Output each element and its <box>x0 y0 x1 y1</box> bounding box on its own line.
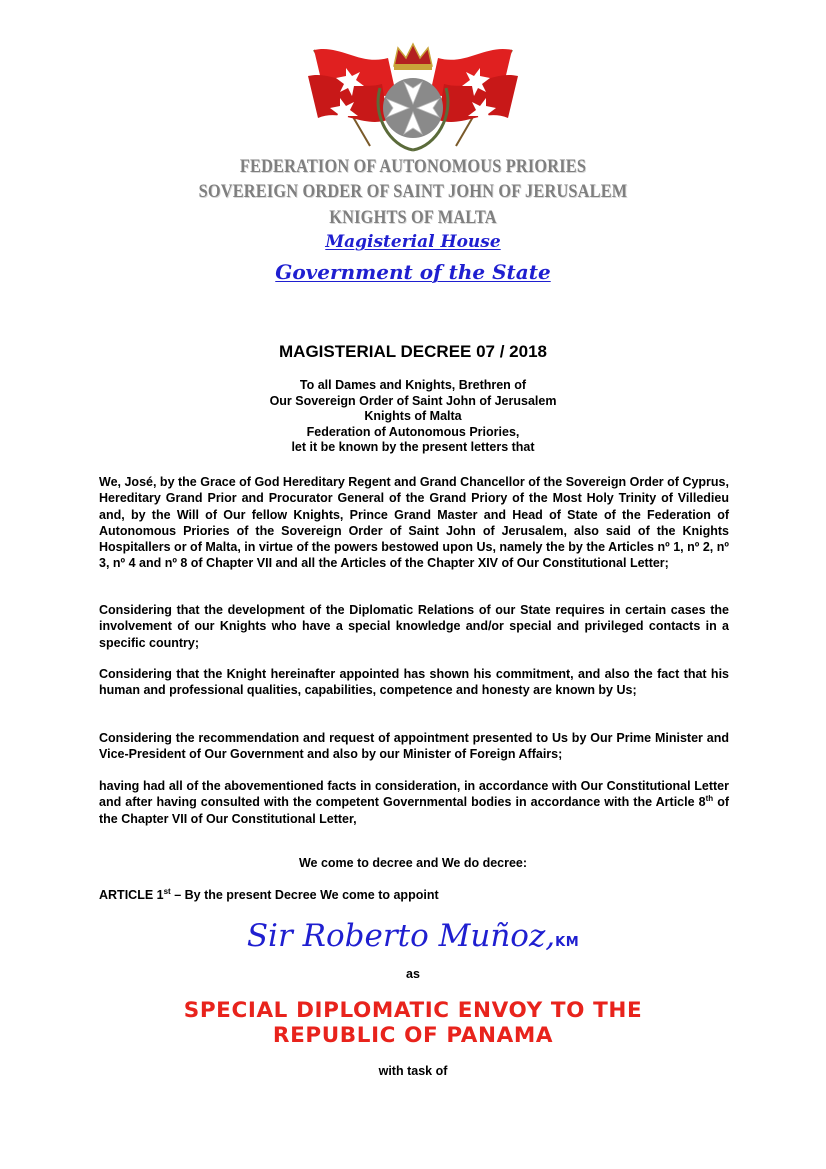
address-line: Federation of Autonomous Priories, <box>306 424 520 439</box>
article-superscript: st <box>163 886 171 896</box>
address-line: Knights of Malta <box>364 409 462 423</box>
address-line: To all Dames and Knights, Brethren of <box>299 378 527 392</box>
envoy-title-line-2: REPUBLIC OF PANAMA <box>272 1023 554 1048</box>
left-flags-icon <box>308 49 396 146</box>
decree-title: MAGISTERIAL DECREE 07 / 2018 <box>279 342 547 361</box>
org-name-line-2: SOVEREIGN ORDER OF SAINT JOHN OF JERUSALEM <box>198 181 628 202</box>
appointee-name-block <box>0 918 826 954</box>
considering-paragraph-1: Considering that the development of the Diplomatic Relations of our State requires in certain cases the involvement of our Knights who have a special knowledge and/or special and privileged contacts in a specific country; <box>99 603 729 650</box>
considering-paragraph-3: Considering the recommendation and request of appointment presented to Us by Our Prime Minister and Vice-President of Our Government and also by our Minister of Foreign Affairs; <box>99 731 729 762</box>
right-flags-icon <box>430 49 518 146</box>
article-label: ARTICLE 1 <box>99 888 164 902</box>
having-text-before: having had all of the abovementioned facts in consideration, in accordance with Our Constitutional Letter and after having consulted with the competent Governmental bodies in accordance with the Article 8 <box>99 779 729 810</box>
magisterial-house-heading: Magisterial House <box>325 232 501 252</box>
government-heading: Government of the State <box>275 260 551 284</box>
preamble-paragraph: We, José, by the Grace of God Hereditary Regent and Grand Chancellor of the Sovereign Order of Cyprus, Hereditary Grand Prior and Procurator General of the Grand Priory of the Most Holy Trinity of Villedieu and, by the Will of Our fellow Knights, Prince Grand Master and Head of State of the Federation of Autonomous Priories of the Sovereign Order of Saint John of Jerusalem, also said of the Knights Hospitallers or of Malta, in virtue of the powers bestowed upon Us, namely the by the Articles nº 1, nº 2, nº 3, nº 4 and nº 8 of Chapter VII and all the Articles of the Chapter XIV of Our Constitutional Letter; <box>99 475 729 571</box>
having-superscript: th <box>705 794 714 804</box>
org-name-line-1: FEDERATION OF AUTONOMOUS PRIORIES <box>239 156 587 177</box>
decree-line: We come to decree and We do decree: <box>298 856 528 870</box>
article-1 <box>99 888 439 902</box>
having-paragraph <box>99 778 729 827</box>
appointee-name: Sir Roberto Muñoz, <box>246 918 556 954</box>
as-text: as <box>406 967 420 981</box>
order-emblem-icon <box>300 36 526 156</box>
considering-paragraph-2: Considering that the Knight hereinafter appointed has shown his commitment, and also the fact that his human and professional qualities, capabilities, competence and honesty are known by Us; <box>99 667 729 698</box>
org-name-line-3: KNIGHTS OF MALTA <box>329 207 497 228</box>
envoy-title-line-1: SPECIAL DIPLOMATIC ENVOY TO THE <box>183 998 643 1023</box>
having-text-after: of the Chapter VII of Our Constitutional Letter, <box>99 795 729 826</box>
address-line: let it be known by the present letters that <box>291 440 535 454</box>
address-line: Our Sovereign Order of Saint John of Jerusalem <box>269 393 557 408</box>
maltese-cross-icon <box>383 78 443 138</box>
appointee-suffix: KM <box>555 935 580 950</box>
address-block <box>0 378 826 456</box>
task-text: with task of <box>378 1064 448 1078</box>
envoy-title <box>0 998 826 1048</box>
crown-icon <box>394 44 432 70</box>
article-text: – By the present Decree We come to appoint <box>170 888 439 902</box>
